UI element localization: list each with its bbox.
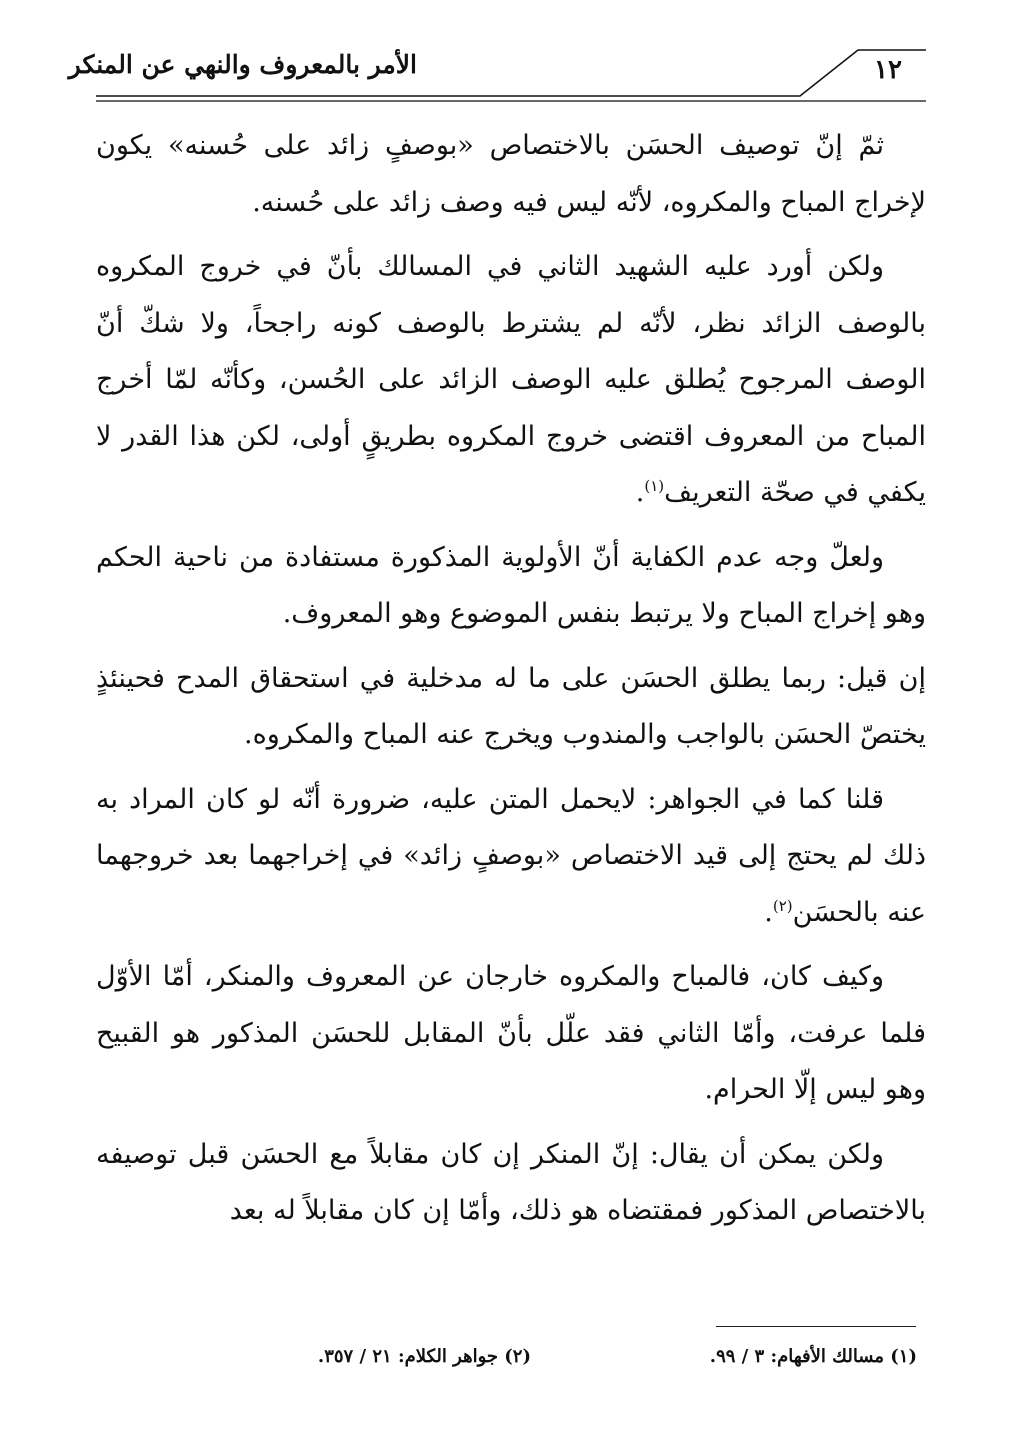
- paragraph: إن قيل: ربما يطلق الحسَن على ما له مدخلية في استحقاق المدح فحينئذٍ يختصّ الحسَن بالواجب والمندوب ويخرج عنه المباح والمكروه.: [96, 662, 926, 750]
- paragraph: وكيف كان، فالمباح والمكروه خارجان عن المعروف والمنكر، أمّا الأوّل فلما عرفت، وأمّا الثاني فقد علّل بأنّ المقابل للحسَن المذكور هو القبيح وهو ليس إلّا الحرام.: [96, 961, 926, 1105]
- main-text: [96, 118, 926, 1240]
- paragraph: ولكن أورد عليه الشهيد الثاني في المسالك بأنّ في خروج المكروه بالوصف الزائد نظر، لأنّه لم يشترط بالوصف كونه راجحاً، ولا شكّ أنّ الوصف المرجوح يُطلق عليه الوصف الزائد على الحُسن، وكأنّه لمّا أخرج المباح من المعروف اقتضى خروج المكروه بطريقٍ أولى، لكن هذا القدر لا يكفي في صحّة التعريف$^{(١)}$.: [96, 251, 926, 508]
- running-header-title: الأمر بالمعروف والنهي عن المنكر: [68, 50, 417, 79]
- paragraph: ثمّ إنّ توصيف الحسَن بالاختصاص «بوصفٍ زائد على حُسنه» يكون لإخراج المباح والمكروه، لأنّه ليس فيه وصف زائد على حُسنه.: [96, 130, 926, 218]
- paragraph: قلنا كما في الجواهر: لايحمل المتن عليه، ضرورة أنّه لو كان المراد به ذلك لم يحتج إلى قيد الاختصاص «بوصفٍ زائد» في إخراجهما بعد خروجهما عنه بالحسَن$^{(٢)}$.: [96, 783, 926, 928]
- footnote-separator: [716, 1326, 916, 1327]
- paragraph: ولكن يمكن أن يقال: إنّ المنكر إن كان مقابلاً مع الحسَن قبل توصيفه بالاختصاص المذكور فمقتضاه هو ذلك، وأمّا إن كان مقابلاً له بعد: [96, 1138, 926, 1226]
- footnote-marker: (١): [644, 477, 665, 495]
- page-number: ١٢: [874, 55, 902, 85]
- footnote-marker: (٢): [772, 896, 793, 915]
- footnote: (١) مسالك الأفهام: ٣ / ٩٩.: [709, 1346, 917, 1367]
- paragraph: ولعلّ وجه عدم الكفاية أنّ الأولوية المذكورة مستفادة من ناحية الحكم وهو إخراج المباح ولا يرتبط بنفس الموضوع وهو المعروف.: [96, 541, 926, 629]
- footnote: (٢) جواهر الكلام: ٢١ / ٣٥٧.: [317, 1346, 531, 1367]
